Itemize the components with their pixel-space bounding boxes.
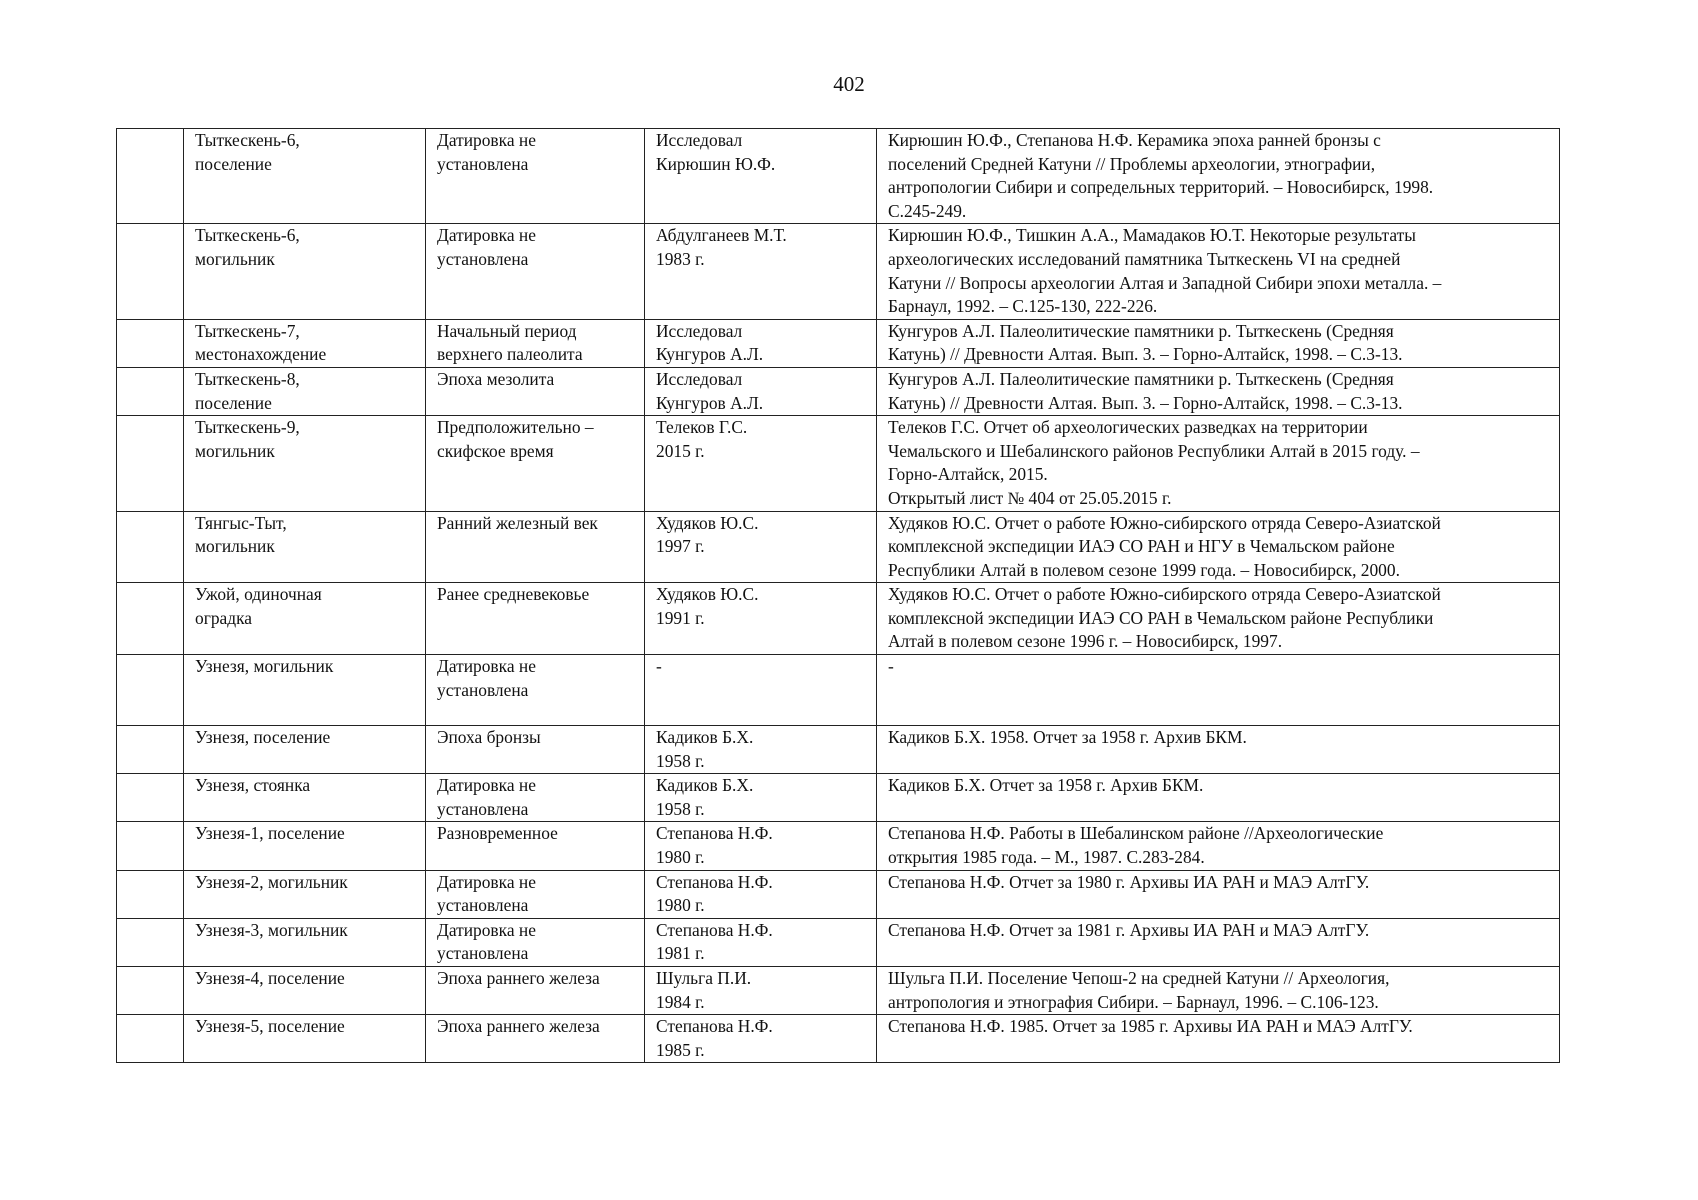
table-row (117, 416, 1560, 511)
literature-cell: Кунгуров А.Л. Палеолитические памятники р. Тыткескень (Средняя Катунь) // Древности Алтая. Вып. 3. – Горно-Алтайск, 1998. – С.3-13. (877, 367, 1560, 415)
table-row (117, 319, 1560, 367)
table-row (117, 583, 1560, 655)
index-cell (117, 416, 184, 511)
index-cell (117, 511, 184, 583)
dating-cell: Разновременное (426, 822, 645, 870)
site-name-cell: Ужой, одиночная оградка (184, 583, 426, 655)
site-name-cell: Узнезя, стоянка (184, 774, 426, 822)
dating-cell: Ранее средневековье (426, 583, 645, 655)
table-row (117, 367, 1560, 415)
literature-cell: Кунгуров А.Л. Палеолитические памятники р. Тыткескень (Средняя Катунь) // Древности Алтая. Вып. 3. – Горно-Алтайск, 1998. – С.3-13. (877, 319, 1560, 367)
researcher-cell: Исследовал Кунгуров А.Л. (645, 319, 877, 367)
dating-cell: Предположительно – скифское время (426, 416, 645, 511)
table-row (117, 918, 1560, 966)
literature-cell: Кирюшин Ю.Ф., Степанова Н.Ф. Керамика эпоха ранней бронзы с поселений Средней Катуни // Проблемы археологии, этнографии, антропологии Сибири и сопредельных территорий. – Новосибирск, 1998. С.245-249. (877, 129, 1560, 224)
index-cell (117, 367, 184, 415)
researcher-cell: Степанова Н.Ф. 1981 г. (645, 918, 877, 966)
site-name-cell: Узнезя-2, могильник (184, 870, 426, 918)
index-cell (117, 774, 184, 822)
index-cell (117, 224, 184, 319)
dating-cell: Датировка не установлена (426, 129, 645, 224)
site-name-cell: Тыткескень-9, могильник (184, 416, 426, 511)
dating-cell: Датировка не установлена (426, 655, 645, 726)
researcher-cell: Кадиков Б.Х. 1958 г. (645, 726, 877, 774)
site-name-cell: Тыткескень-8, поселение (184, 367, 426, 415)
researcher-cell: Исследовал Кирюшин Ю.Ф. (645, 129, 877, 224)
literature-cell: Кадиков Б.Х. Отчет за 1958 г. Архив БКМ. (877, 774, 1560, 822)
researcher-cell: - (645, 655, 877, 726)
site-name-cell: Узнезя, могильник (184, 655, 426, 726)
literature-cell: Степанова Н.Ф. Работы в Шебалинском районе //Археологические открытия 1985 года. – М., 1987. С.283-284. (877, 822, 1560, 870)
index-cell (117, 918, 184, 966)
site-name-cell: Узнезя, поселение (184, 726, 426, 774)
index-cell (117, 967, 184, 1015)
dating-cell: Эпоха раннего железа (426, 967, 645, 1015)
literature-cell: Степанова Н.Ф. Отчет за 1981 г. Архивы ИА РАН и МАЭ АлтГУ. (877, 918, 1560, 966)
index-cell (117, 822, 184, 870)
monuments-table (116, 128, 1560, 1063)
researcher-cell: Шульга П.И. 1984 г. (645, 967, 877, 1015)
dating-cell: Датировка не установлена (426, 224, 645, 319)
researcher-cell: Степанова Н.Ф. 1980 г. (645, 870, 877, 918)
dating-cell: Датировка не установлена (426, 918, 645, 966)
index-cell (117, 870, 184, 918)
researcher-cell: Степанова Н.Ф. 1985 г. (645, 1015, 877, 1063)
literature-cell: Кадиков Б.Х. 1958. Отчет за 1958 г. Архив БКМ. (877, 726, 1560, 774)
index-cell (117, 726, 184, 774)
page-number: 402 (833, 72, 865, 96)
index-cell (117, 1015, 184, 1063)
site-name-cell: Узнезя-5, поселение (184, 1015, 426, 1063)
researcher-cell: Степанова Н.Ф. 1980 г. (645, 822, 877, 870)
researcher-cell: Абдулганеев М.Т. 1983 г. (645, 224, 877, 319)
dating-cell: Датировка не установлена (426, 870, 645, 918)
literature-cell: - (877, 655, 1560, 726)
site-name-cell: Тыткескень-6, могильник (184, 224, 426, 319)
dating-cell: Начальный период верхнего палеолита (426, 319, 645, 367)
index-cell (117, 655, 184, 726)
literature-cell: Худяков Ю.С. Отчет о работе Южно-сибирского отряда Северо-Азиатской комплексной экспедиции ИАЭ СО РАН и НГУ в Чемальском районе Республики Алтай в полевом сезоне 1999 года. – Новосибирск, 2000. (877, 511, 1560, 583)
site-name-cell: Тыткескень-6, поселение (184, 129, 426, 224)
table-row (117, 870, 1560, 918)
literature-cell: Степанова Н.Ф. 1985. Отчет за 1985 г. Архивы ИА РАН и МАЭ АлтГУ. (877, 1015, 1560, 1063)
index-cell (117, 129, 184, 224)
table-row (117, 1015, 1560, 1063)
dating-cell: Датировка не установлена (426, 774, 645, 822)
researcher-cell: Исследовал Кунгуров А.Л. (645, 367, 877, 415)
literature-cell: Шульга П.И. Поселение Чепош-2 на средней Катуни // Археология, антропология и этнография Сибири. – Барнаул, 1996. – С.106-123. (877, 967, 1560, 1015)
table-row (117, 129, 1560, 224)
literature-cell: Телеков Г.С. Отчет об археологических разведках на территории Чемальского и Шебалинского районов Республики Алтай в 2015 году. – Горно-Алтайск, 2015. Открытый лист № 404 от 25.05.2015 г. (877, 416, 1560, 511)
dating-cell: Эпоха мезолита (426, 367, 645, 415)
literature-cell: Кирюшин Ю.Ф., Тишкин А.А., Мамадаков Ю.Т. Некоторые результаты археологических исследований памятника Тыткескень VI на средней Катуни // Вопросы археологии Алтая и Западной Сибири эпохи металла. – Барнаул, 1992. – С.125-130, 222-226. (877, 224, 1560, 319)
dating-cell: Ранний железный век (426, 511, 645, 583)
index-cell (117, 319, 184, 367)
table-row (117, 511, 1560, 583)
table-row (117, 655, 1560, 726)
dating-cell: Эпоха бронзы (426, 726, 645, 774)
site-name-cell: Узнезя-3, могильник (184, 918, 426, 966)
site-name-cell: Тянгыс-Тыт, могильник (184, 511, 426, 583)
researcher-cell: Кадиков Б.Х. 1958 г. (645, 774, 877, 822)
site-name-cell: Узнезя-1, поселение (184, 822, 426, 870)
literature-cell: Степанова Н.Ф. Отчет за 1980 г. Архивы ИА РАН и МАЭ АлтГУ. (877, 870, 1560, 918)
table-row (117, 726, 1560, 774)
researcher-cell: Худяков Ю.С. 1991 г. (645, 583, 877, 655)
literature-cell: Худяков Ю.С. Отчет о работе Южно-сибирского отряда Северо-Азиатской комплексной экспедиции ИАЭ СО РАН в Чемальском районе Республики Алтай в полевом сезоне 1996 г. – Новосибирск, 1997. (877, 583, 1560, 655)
table-row (117, 774, 1560, 822)
researcher-cell: Худяков Ю.С. 1997 г. (645, 511, 877, 583)
table-row (117, 822, 1560, 870)
table-row (117, 967, 1560, 1015)
site-name-cell: Узнезя-4, поселение (184, 967, 426, 1015)
index-cell (117, 583, 184, 655)
site-name-cell: Тыткескень-7, местонахождение (184, 319, 426, 367)
researcher-cell: Телеков Г.С. 2015 г. (645, 416, 877, 511)
table-row (117, 224, 1560, 319)
dating-cell: Эпоха раннего железа (426, 1015, 645, 1063)
